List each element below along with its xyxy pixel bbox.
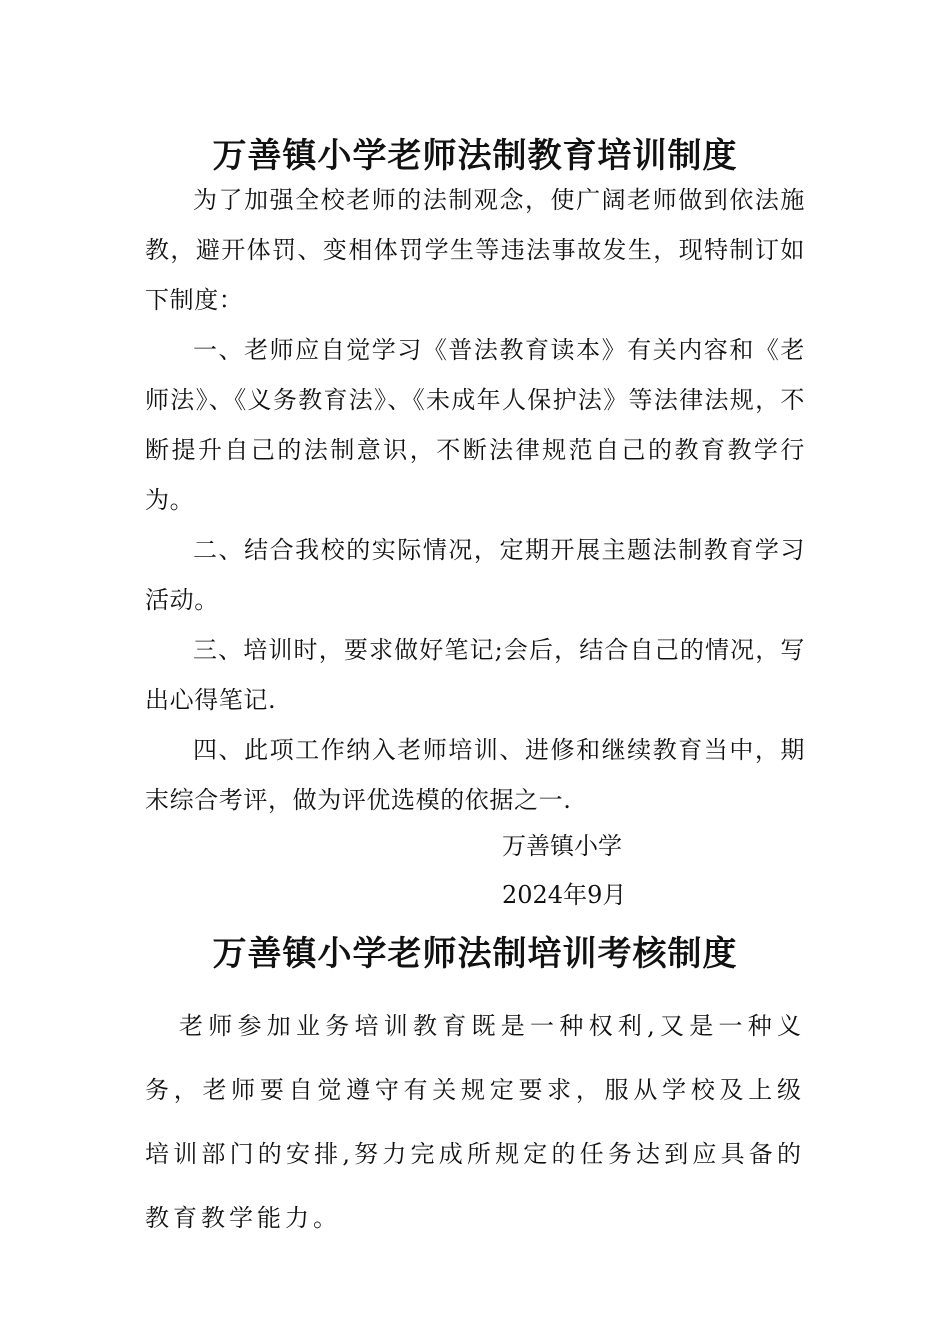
intro-paragraph: 为了加强全校老师的法制观念，使广阔老师做到依法施教，避开体罚、变相体罚学生等违法事故发生，现特制订如下制度： — [145, 186, 805, 314]
second-document-title: 万善镇小学老师法制培训考核制度 — [212, 934, 738, 974]
signature-date: 2024年9月 — [502, 881, 627, 909]
assessment-paragraph: 老师参加业务培训教育既是一种权利,又是一种义务，老师要自觉遵守有关规定要求，服从学校及上级培训部门的安排,努力完成所规定的任务达到应具备的教育教学能力。 — [145, 1012, 805, 1232]
rule-paragraph-1: 一、老师应自觉学习《普法教育读本》有关内容和《老师法》、《义务教育法》、《未成年人保护法》等法律法规，不断提升自己的法制意识，不断法律规范自己的教育教学行为。 — [145, 336, 805, 514]
second-document-body — [145, 994, 805, 1250]
rule-paragraph-2: 二、结合我校的实际情况，定期开展主题法制教育学习活动。 — [145, 536, 805, 614]
signature-organization: 万善镇小学 — [502, 832, 622, 860]
rule-paragraph-3: 三、培训时，要求做好笔记;会后，结合自己的情况，写出心得笔记. — [145, 636, 805, 714]
rule-paragraph-4: 四、此项工作纳入老师培训、进修和继续教育当中，期末综合考评，做为评优选模的依据之一. — [145, 736, 805, 814]
document-title: 万善镇小学老师法制教育培训制度 — [212, 136, 738, 176]
document-body — [145, 175, 805, 825]
